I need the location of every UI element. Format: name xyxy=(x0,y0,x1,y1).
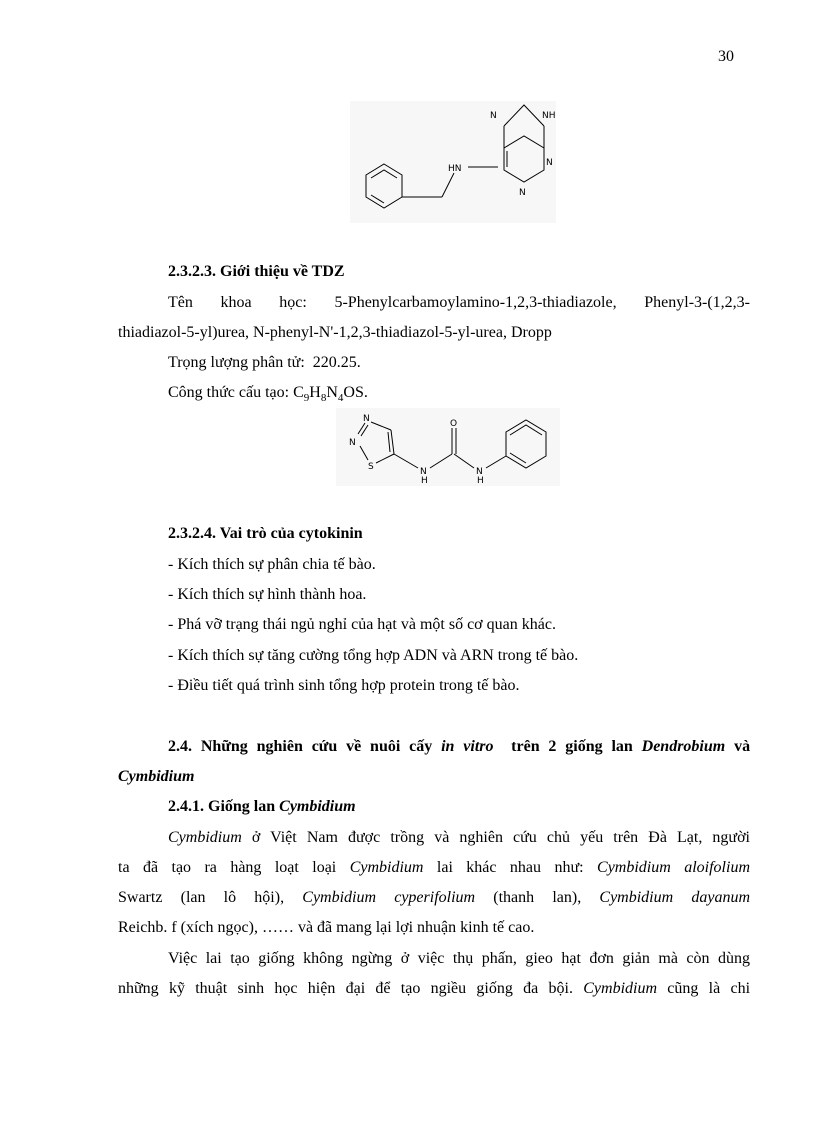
atom-label: H xyxy=(477,476,484,486)
atom-label: N xyxy=(363,414,370,424)
bap-structure-diagram xyxy=(344,95,560,228)
list-item: - Phá vỡ trạng thái ngủ nghỉ của hạt và một số cơ quan khác. xyxy=(168,616,556,633)
paragraph-1-line-4: Reichb. f (xích ngọc), …… và đã mang lại lợi nhuận kinh tế cao. xyxy=(118,919,535,936)
atom-label: N xyxy=(546,158,553,168)
paragraph-1-line-1: Cymbidium ở Việt Nam được trồng và nghiên cứu chủ yếu trên Đà Lạt, người xyxy=(168,829,750,846)
atom-label: O xyxy=(450,419,458,429)
paragraph-1-line-2: ta đã tạo ra hàng loạt loại Cymbidium lai khác nhau như: Cymbidium aloifolium xyxy=(118,859,750,876)
paragraph-1-line-3: Swartz (lan lô hội), Cymbidium cyperifolium (thanh lan), Cymbidium dayanum xyxy=(118,889,751,906)
paragraph-2-line-2: những kỹ thuật sinh học hiện đại để tạo ngiều giống đa bội. Cymbidium cũng là chi xyxy=(118,980,751,997)
sci-name-line-1: Tên khoa học: 5-Phenylcarbamoylamino-1,2,3-thiadiazole, Phenyl-3-(1,2,3- xyxy=(168,294,751,311)
list-item: - Kích thích sự tăng cường tổng hợp ADN và ARN trong tế bào. xyxy=(168,647,579,664)
heading-2-4-cont: Cymbidium xyxy=(118,768,195,785)
list-item: - Điều tiết quá trình sinh tổng hợp protein trong tế bào. xyxy=(168,677,520,694)
atom-label: N xyxy=(490,111,497,121)
heading-2-4: 2.4. Những nghiên cứu về nuôi cấy in vitro trên 2 giống lan Dendrobium và xyxy=(168,738,751,755)
atom-label: HN xyxy=(448,164,462,174)
heading-2-3-2-4: 2.3.2.4. Vai trò của cytokinin xyxy=(168,525,363,542)
heading-2-3-2-3: 2.3.2.3. Giới thiệu về TDZ xyxy=(168,263,345,280)
list-item: - Kích thích sự hình thành hoa. xyxy=(168,586,367,603)
molecular-weight: Trọng lượng phân tử: 220.25. xyxy=(168,354,361,371)
atom-label: N xyxy=(519,188,526,198)
atom-label: N xyxy=(349,438,356,448)
atom-label: NH xyxy=(542,111,556,121)
atom-label: H xyxy=(421,476,428,486)
tdz-structure-diagram xyxy=(336,408,560,486)
paragraph-2-line-1: Việc lai tạo giống không ngừng ở việc thụ phấn, gieo hạt đơn giản mà còn dùng xyxy=(168,950,750,967)
atom-label: N xyxy=(420,467,427,477)
atom-label: S xyxy=(368,462,374,472)
heading-2-4-1: 2.4.1. Giống lan Cymbidium xyxy=(168,798,356,815)
list-item: - Kích thích sự phân chia tế bào. xyxy=(168,556,376,573)
structural-formula-line: Công thức cấu tạo: $C_9H_8N_4OS$. xyxy=(168,384,368,405)
sci-name-line-2: thiadiazol-5-yl)urea, N-phenyl-N'-1,2,3-thiadiazol-5-yl-urea, Dropp xyxy=(118,324,552,341)
page-number: 30 xyxy=(718,48,734,65)
atom-label: N xyxy=(476,467,483,477)
